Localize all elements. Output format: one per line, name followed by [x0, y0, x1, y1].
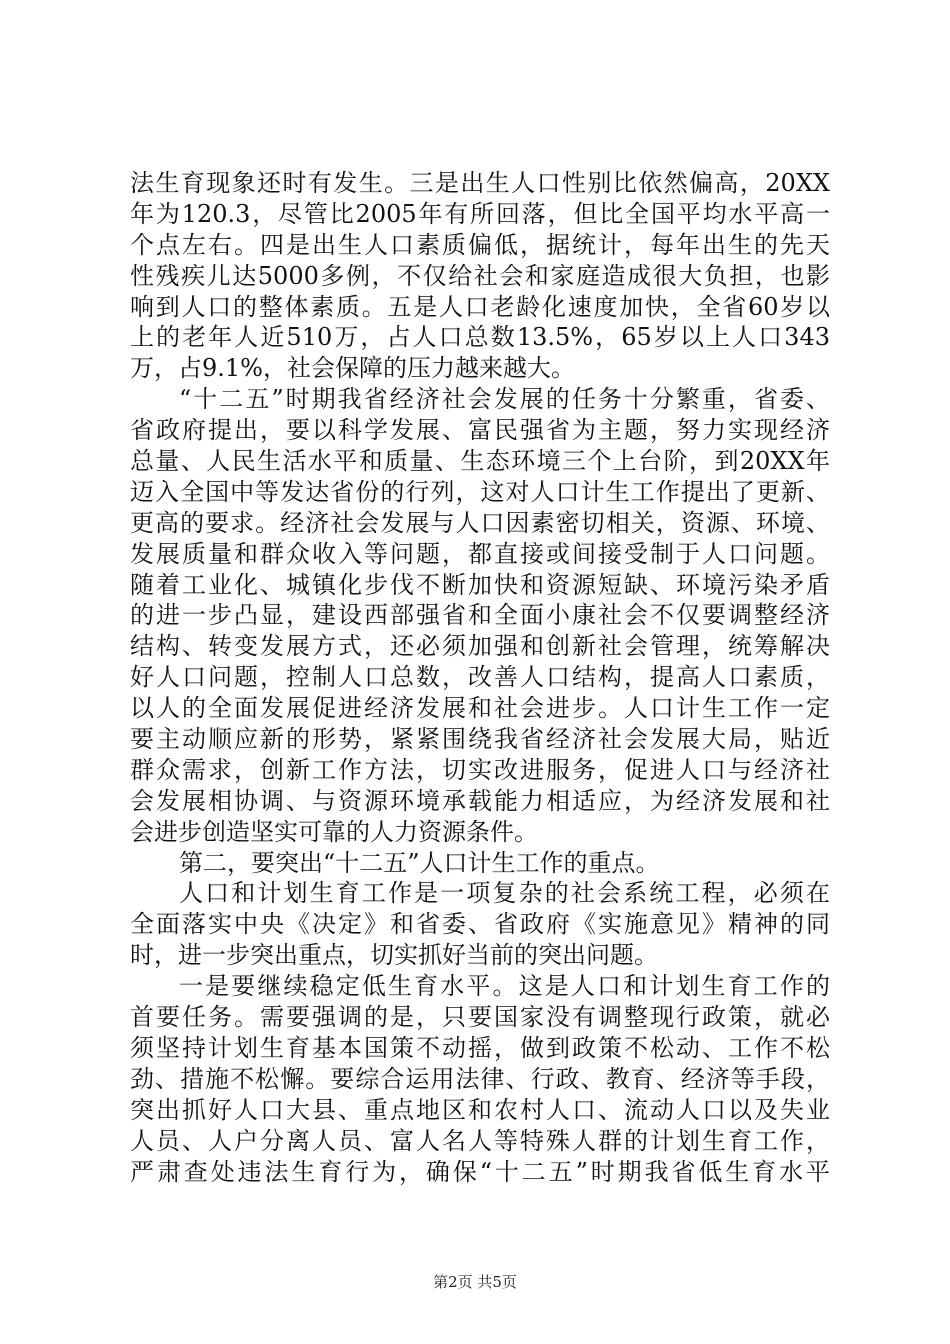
text-line: 群众需求，创新工作方法，切实改进服务，促进人口与经济社 — [130, 755, 830, 784]
text-line: 以人的全面发展促进经济发展和社会进步。人口计生工作一定 — [130, 694, 830, 723]
text-line: 第二，要突出“十二五”人口计生工作的重点。 — [179, 848, 660, 877]
text-line: 更高的要求。经济社会发展与人口因素密切相关，资源、环境、 — [130, 508, 830, 537]
text-line: 突出抓好人口大县、重点地区和农村人口、流动人口以及失业 — [130, 1095, 830, 1124]
text-line: 迈入全国中等发达省份的行列，这对人口计生工作提出了更新、 — [130, 477, 830, 506]
text-line: 上的老年人近510万，占人口总数13.5%，65岁以上人口343 — [130, 323, 830, 352]
page-footer: 第2页 共5页 — [433, 1273, 517, 1291]
text-line: 首要任务。需要强调的是，只要国家没有调整现行政策，就必 — [130, 1003, 830, 1032]
text-line: 全面落实中央《决定》和省委、省政府《实施意见》精神的同 — [130, 910, 830, 939]
text-line: 人员、人户分离人员、富人名人等特殊人群的计划生育工作， — [130, 1126, 830, 1155]
text-line: 须坚持计划生育基本国策不动摇，做到政策不松动、工作不松 — [130, 1033, 830, 1062]
text-line: 发展质量和群众收入等问题，都直接或间接受制于人口问题。 — [130, 539, 830, 568]
text-line: 的进一步凸显，建设西部强省和全面小康社会不仅要调整经济 — [130, 601, 830, 630]
text-line: 随着工业化、城镇化步伐不断加快和资源短缺、环境污染矛盾 — [130, 570, 830, 599]
text-line: 年为120.3，尽管比2005年有所回落，但比全国平均水平高一 — [130, 199, 830, 228]
text-line: 人口和计划生育工作是一项复杂的社会系统工程，必须在 — [179, 879, 830, 908]
text-line: 会进步创造坚实可靠的人力资源条件。 — [130, 817, 538, 846]
text-line: 好人口问题，控制人口总数，改善人口结构，提高人口素质， — [130, 663, 830, 692]
text-line: 省政府提出，要以科学发展、富民强省为主题，努力实现经济 — [130, 416, 830, 445]
text-line: 劲、措施不松懈。要综合运用法律、行政、教育、经济等手段， — [130, 1064, 830, 1093]
text-line: 严肃查处违法生育行为，确保“十二五”时期我省低生育水平 — [130, 1157, 830, 1186]
text-line: 一是要继续稳定低生育水平。这是人口和计划生育工作的 — [179, 972, 830, 1001]
text-line: 法生育现象还时有发生。三是出生人口性别比依然偏高，20XX — [130, 169, 830, 197]
text-line: 总量、人民生活水平和质量、生态环境三个上台阶，到20XX年 — [130, 447, 830, 476]
document-body — [130, 168, 830, 1187]
text-line: 时，进一步突出重点，切实抓好当前的突出问题。 — [130, 941, 658, 970]
text-line: 万，占9.1%，社会保障的压力越来越大。 — [130, 354, 575, 383]
text-line: 个点左右。四是出生人口素质偏低，据统计，每年出生的先天 — [130, 230, 830, 259]
text-line: 会发展相协调、与资源环境承载能力相适应，为经济发展和社 — [130, 786, 830, 815]
text-line: 要主动顺应新的形势，紧紧围绕我省经济社会发展大局，贴近 — [130, 725, 830, 754]
text-line: 响到人口的整体素质。五是人口老龄化速度加快，全省60岁以 — [130, 292, 830, 321]
text-line: 结构、转变发展方式，还必须加强和创新社会管理，统筹解决 — [130, 632, 830, 661]
text-line: 性残疾儿达5000多例，不仅给社会和家庭造成很大负担，也影 — [130, 261, 830, 290]
text-line: “十二五”时期我省经济社会发展的任务十分繁重，省委、 — [179, 385, 830, 414]
